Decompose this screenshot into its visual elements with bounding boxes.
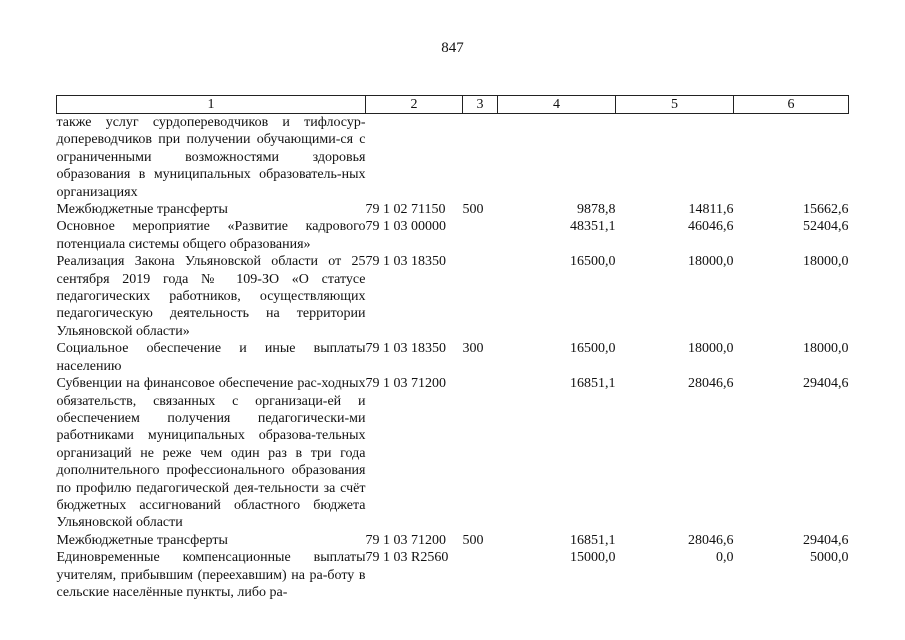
table-body <box>57 114 849 602</box>
row-value-2: 28046,6 <box>688 532 734 548</box>
table-row <box>57 253 849 340</box>
table-header <box>57 96 849 114</box>
row-code: 79 1 03 18350 <box>365 341 446 357</box>
row-value-1: 16851,1 <box>570 376 616 392</box>
row-value-3 <box>734 114 849 202</box>
budget-table <box>56 95 849 601</box>
row-code: 79 1 02 71150 <box>365 202 446 218</box>
row-code: 79 1 03 18350 <box>365 254 446 270</box>
row-value-2: 0,0 <box>716 550 734 566</box>
header-col-6: 6 <box>734 96 849 114</box>
row-value-3: 52404,6 <box>803 219 849 235</box>
row-value-2: 18000,0 <box>688 341 734 357</box>
row-name: Межбюджетные трансферты <box>56 202 228 218</box>
row-value-2 <box>616 114 734 202</box>
row-value-1: 16500,0 <box>570 254 616 270</box>
row-value-3: 15662,6 <box>803 202 849 218</box>
row-expense-type: 500 <box>462 202 484 218</box>
row-value-3: 29404,6 <box>803 376 849 392</box>
row-value-2: 14811,6 <box>688 202 734 218</box>
row-name: Основное мероприятие «Развитие кадрового потенциала системы общего образования» <box>56 219 366 252</box>
row-code: 79 1 03 71200 <box>365 532 446 548</box>
row-code: 79 1 03 R2560 <box>365 550 449 566</box>
row-value-2: 28046,6 <box>688 376 734 392</box>
header-col-1: 1 <box>57 96 366 114</box>
row-expense-type <box>463 114 498 202</box>
header-col-3: 3 <box>463 96 498 114</box>
row-name: Реализация Закона Ульяновской области от 25 сентября 2019 года № 109-ЗО «О статусе педагогических работников, осуществляющих педагогическую деятельность на территории Ульяновской области» <box>56 254 366 339</box>
table-row <box>57 532 849 549</box>
row-name: Социальное обеспечение и иные выплаты населению <box>56 341 366 374</box>
row-expense-type: 300 <box>462 341 484 357</box>
table-row <box>57 375 849 532</box>
row-value-3: 5000,0 <box>810 550 849 566</box>
row-value-1: 16500,0 <box>570 341 616 357</box>
header-col-4: 4 <box>498 96 616 114</box>
header-col-5: 5 <box>616 96 734 114</box>
row-name: Единовременные компенсационные выплаты учителям, прибывшим (переехавшим) на ра-боту в сельские населённые пункты, либо ра- <box>56 550 366 600</box>
row-value-3: 18000,0 <box>803 341 849 357</box>
row-value-1: 48351,1 <box>570 219 616 235</box>
row-value-1: 16851,1 <box>570 532 616 548</box>
table-row <box>57 201 849 218</box>
row-expense-type: 500 <box>462 532 484 548</box>
row-value-2: 18000,0 <box>688 254 734 270</box>
page-number: 847 <box>441 40 464 56</box>
header-row <box>57 96 849 114</box>
row-expense-type <box>463 218 498 253</box>
row-code: 79 1 03 71200 <box>365 376 446 392</box>
row-value-1: 15000,0 <box>570 550 616 566</box>
row-name: Субвенции на финансовое обеспечение рас-ходных обязательств, связанных с организаци-ей и обеспечением получения педагогически-ми работниками муниципальных образова-тельных организаций не реже чем один раз в три года дополнительного профессионального образования по профилю педагогической дея-тельности за счёт бюджетных ассигнований областного бюджета Ульяновской области <box>56 376 366 531</box>
table-row <box>57 340 849 375</box>
row-name: также услуг сурдопереводчиков и тифлосур-допереводчиков при получении обучающими-ся с ограниченными возможностями здоровья образования в муниципальных образователь-ных организациях <box>56 115 366 200</box>
row-expense-type <box>463 375 498 532</box>
row-value-1: 9878,8 <box>577 202 616 218</box>
row-value-3: 29404,6 <box>803 532 849 548</box>
row-code <box>366 114 463 202</box>
row-code: 79 1 03 00000 <box>365 219 446 235</box>
row-expense-type <box>463 549 498 601</box>
row-expense-type <box>463 253 498 340</box>
row-value-3: 18000,0 <box>803 254 849 270</box>
table-row <box>57 218 849 253</box>
table-row <box>57 549 849 601</box>
row-name: Межбюджетные трансферты <box>56 532 228 548</box>
row-value-1 <box>498 114 616 202</box>
row-value-2: 46046,6 <box>688 219 734 235</box>
header-col-2: 2 <box>366 96 463 114</box>
table-row <box>57 114 849 202</box>
